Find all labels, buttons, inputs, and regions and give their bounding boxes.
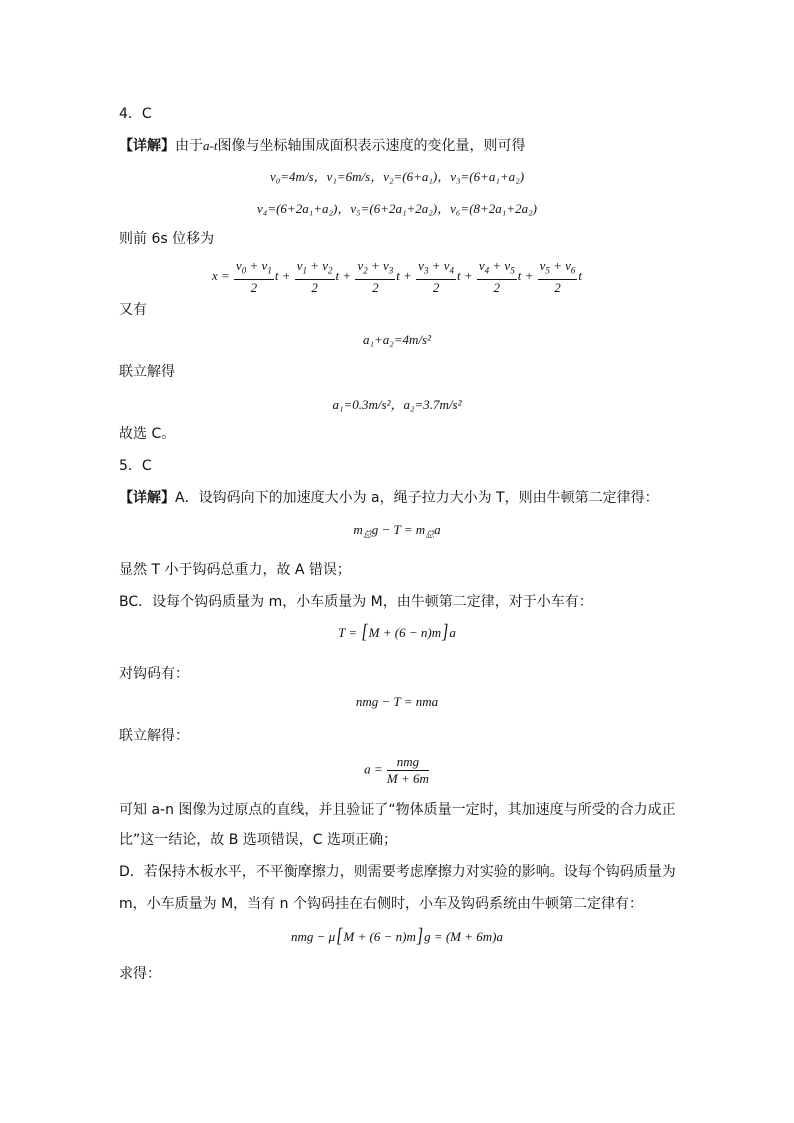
q5-part-a <box>119 488 659 508</box>
q5-conclusion-line1: 可知 a-n 图像为过原点的直线，并且验证了“物体质量一定时，其加速度与所受的合力成正 <box>119 802 676 818</box>
q5-eq-friction: nmg − μ[M + (6 − n)m]g = (M + 6m)a <box>291 925 503 947</box>
q5-final-text: 求得： <box>119 966 161 982</box>
q4-intro-a: 由于 <box>175 138 203 154</box>
q5-eq-accel: a = $\frac{\text{nmg}}{M + 6m}$ <box>364 754 429 786</box>
q5-conclusion-line2: 比”这一结论，故 B 选项错误，C 选项正确； <box>119 832 397 848</box>
q5-part-a-text: A．设钩码向下的加速度大小为 a，绳子拉力大小为 T，则由牛顿第二定律得： <box>175 490 659 506</box>
q5-eq-cart: T = [M + (6 − n)m]a <box>338 621 456 643</box>
q5-number: 5．C <box>119 458 152 474</box>
q4-eq2: v₄=(6+2a₁+a₂)，v₅=(6+2a₁+2a₂)，v₆=(8+2a₁+2a₂) <box>257 201 537 216</box>
q4-intro <box>119 136 525 156</box>
q4-choose-text: 故选 C。 <box>119 426 176 442</box>
q5-part-bc: BC．设每个钩码质量为 m，小车质量为 M，由牛顿第二定律，对于小车有： <box>119 594 593 610</box>
q5-eq-hook: nmg − T = nma <box>355 694 439 709</box>
q4-again-text: 又有 <box>119 302 147 318</box>
q5-eq-newton: $m_总g - T = m_总a$ <box>353 522 441 540</box>
q4-at-label: a-t <box>203 138 218 153</box>
q4-displacement-text: 则前 6s 位移为 <box>119 231 215 247</box>
q5-part-d-line1: D．若保持木板水平，不平衡摩擦力，则需要考虑摩擦力对实验的影响。设每个钩码质量为 <box>119 864 676 880</box>
q5-frac-den: M + 6m <box>386 771 429 786</box>
q5-tag: 【详解】 <box>119 490 175 506</box>
q4-tag: 【详解】 <box>119 138 175 154</box>
q5-part-a-conclusion: 显然 T 小于钩码总重力，故 A 错误； <box>119 562 351 578</box>
q5-solve-text: 联立解得： <box>119 728 189 744</box>
q4-intro-b: 图像与坐标轴围成面积表示速度的变化量，则可得 <box>217 138 526 154</box>
q4-displacement-formula: x = $\frac{v_0 + v_1}{2}$ t + $\frac{v_1 + v_2}{2}$ t + $\frac{v_2 + v_3}{2}$ t + $\frac{v_3 + v_4}{2}$ t + $\frac{v_4 + v_5}{2}$ t + $\frac{v_5 + v_6}{2}$ t <box>211 258 583 295</box>
q4-eq1: v₀=4m/s，v₁=6m/s，v₂=(6+a₁)，v₃=(6+a₁+a₂) <box>269 169 525 184</box>
q5-part-d-line2: m，小车质量为 M，当有 n 个钩码挂在右侧时，小车及钩码系统由牛顿第二定律有： <box>119 896 643 912</box>
q4-number: 4．C <box>119 106 152 122</box>
q5-frac-num: nmg <box>387 754 429 771</box>
q4-solve-text: 联立解得 <box>119 364 175 380</box>
q5-hook-text: 对钩码有： <box>119 666 189 682</box>
q4-eq-sum: a₁+a₂=4m/s² <box>362 332 432 347</box>
q4-eq-result: a₁=0.3m/s²，a₂=3.7m/s² <box>332 397 462 412</box>
